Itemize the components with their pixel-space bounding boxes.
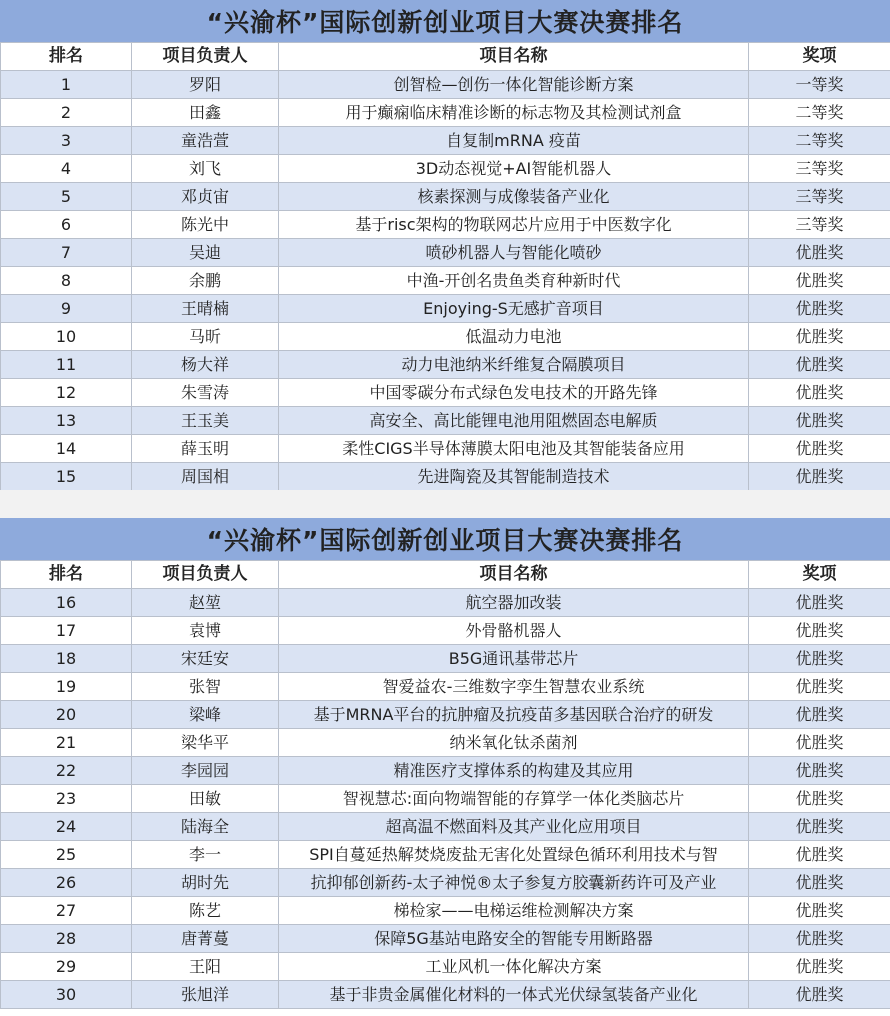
table-row — [1, 407, 890, 435]
cell-project: 智爱益农-三维数字孪生智慧农业系统 — [279, 673, 749, 701]
table-row — [1, 841, 890, 869]
cell-rank: 26 — [1, 869, 132, 897]
cell-leader: 张智 — [132, 673, 279, 701]
cell-project: 用于癫痫临床精准诊断的标志物及其检测试剂盒 — [279, 99, 749, 127]
cell-project: 工业风机一体化解决方案 — [279, 953, 749, 981]
ranking-table — [0, 560, 890, 1009]
cell-rank: 28 — [1, 925, 132, 953]
cell-rank: 4 — [1, 155, 132, 183]
cell-rank: 16 — [1, 589, 132, 617]
table-row — [1, 757, 890, 785]
cell-leader: 王晴楠 — [132, 295, 279, 323]
cell-leader: 杨大祥 — [132, 351, 279, 379]
cell-project: 纳米氧化钛杀菌剂 — [279, 729, 749, 757]
cell-rank: 9 — [1, 295, 132, 323]
header-leader: 项目负责人 — [132, 561, 279, 589]
cell-leader: 陈艺 — [132, 897, 279, 925]
cell-award: 优胜奖 — [749, 897, 890, 925]
table-row — [1, 379, 890, 407]
cell-rank: 14 — [1, 435, 132, 463]
table-row — [1, 351, 890, 379]
cell-award: 优胜奖 — [749, 869, 890, 897]
section-divider — [0, 490, 890, 518]
cell-award: 优胜奖 — [749, 673, 890, 701]
table-row — [1, 295, 890, 323]
cell-award: 二等奖 — [749, 127, 890, 155]
cell-award: 一等奖 — [749, 71, 890, 99]
header-rank: 排名 — [1, 43, 132, 71]
cell-project: 精准医疗支撑体系的构建及其应用 — [279, 757, 749, 785]
cell-rank: 1 — [1, 71, 132, 99]
table-row — [1, 239, 890, 267]
header-leader: 项目负责人 — [132, 43, 279, 71]
table-row — [1, 869, 890, 897]
cell-leader: 袁博 — [132, 617, 279, 645]
table-row — [1, 463, 890, 491]
cell-leader: 唐菁蔓 — [132, 925, 279, 953]
table-row — [1, 99, 890, 127]
cell-award: 优胜奖 — [749, 813, 890, 841]
table-row — [1, 323, 890, 351]
cell-rank: 19 — [1, 673, 132, 701]
cell-project: 核素探测与成像装备产业化 — [279, 183, 749, 211]
cell-rank: 24 — [1, 813, 132, 841]
cell-award: 三等奖 — [749, 211, 890, 239]
cell-award: 三等奖 — [749, 155, 890, 183]
cell-award: 优胜奖 — [749, 351, 890, 379]
cell-award: 优胜奖 — [749, 435, 890, 463]
cell-leader: 赵堃 — [132, 589, 279, 617]
cell-rank: 22 — [1, 757, 132, 785]
cell-award: 优胜奖 — [749, 785, 890, 813]
cell-leader: 刘飞 — [132, 155, 279, 183]
cell-award: 优胜奖 — [749, 379, 890, 407]
cell-project: 基于非贵金属催化材料的一体式光伏绿氢装备产业化 — [279, 981, 749, 1009]
table-row — [1, 435, 890, 463]
cell-award: 优胜奖 — [749, 953, 890, 981]
cell-award: 优胜奖 — [749, 617, 890, 645]
cell-project: 中国零碳分布式绿色发电技术的开路先锋 — [279, 379, 749, 407]
cell-project: 基于MRNA平台的抗肿瘤及抗疫苗多基因联合治疗的研发 — [279, 701, 749, 729]
cell-award: 优胜奖 — [749, 757, 890, 785]
cell-leader: 薛玉明 — [132, 435, 279, 463]
cell-rank: 6 — [1, 211, 132, 239]
cell-project: 基于risc架构的物联网芯片应用于中医数字化 — [279, 211, 749, 239]
table-row — [1, 897, 890, 925]
cell-leader: 张旭洋 — [132, 981, 279, 1009]
cell-project: SPI自蔓延热解焚烧废盐无害化处置绿色循环利用技术与智 — [279, 841, 749, 869]
cell-leader: 李园园 — [132, 757, 279, 785]
cell-award: 优胜奖 — [749, 729, 890, 757]
ranking-table — [0, 42, 890, 491]
cell-leader: 陆海全 — [132, 813, 279, 841]
cell-project: 柔性CIGS半导体薄膜太阳电池及其智能装备应用 — [279, 435, 749, 463]
cell-rank: 23 — [1, 785, 132, 813]
table-row — [1, 645, 890, 673]
cell-leader: 吴迪 — [132, 239, 279, 267]
cell-project: 外骨骼机器人 — [279, 617, 749, 645]
cell-project: 低温动力电池 — [279, 323, 749, 351]
cell-rank: 20 — [1, 701, 132, 729]
table-row — [1, 701, 890, 729]
header-row — [1, 43, 890, 71]
table-row — [1, 673, 890, 701]
header-row — [1, 561, 890, 589]
table-title: “兴渝杯”国际创新创业项目大赛决赛排名 — [0, 518, 890, 560]
cell-project: 智视慧芯:面向物端智能的存算学一体化类脑芯片 — [279, 785, 749, 813]
cell-leader: 陈光中 — [132, 211, 279, 239]
cell-rank: 2 — [1, 99, 132, 127]
cell-award: 优胜奖 — [749, 589, 890, 617]
cell-rank: 27 — [1, 897, 132, 925]
cell-leader: 马昕 — [132, 323, 279, 351]
cell-award: 优胜奖 — [749, 267, 890, 295]
table-body — [1, 589, 890, 1009]
cell-award: 优胜奖 — [749, 295, 890, 323]
table-body — [1, 71, 890, 491]
table-title: “兴渝杯”国际创新创业项目大赛决赛排名 — [0, 0, 890, 42]
cell-rank: 3 — [1, 127, 132, 155]
table-row — [1, 211, 890, 239]
table-row — [1, 813, 890, 841]
table-row — [1, 729, 890, 757]
cell-project: 高安全、高比能锂电池用阻燃固态电解质 — [279, 407, 749, 435]
ranking-table-1 — [0, 0, 890, 491]
cell-rank: 15 — [1, 463, 132, 491]
table-row — [1, 785, 890, 813]
cell-rank: 11 — [1, 351, 132, 379]
cell-award: 优胜奖 — [749, 925, 890, 953]
table-row — [1, 127, 890, 155]
header-rank: 排名 — [1, 561, 132, 589]
cell-award: 优胜奖 — [749, 239, 890, 267]
cell-award: 优胜奖 — [749, 645, 890, 673]
cell-project: 先进陶瓷及其智能制造技术 — [279, 463, 749, 491]
cell-leader: 朱雪涛 — [132, 379, 279, 407]
header-project: 项目名称 — [279, 43, 749, 71]
cell-rank: 13 — [1, 407, 132, 435]
table-row — [1, 267, 890, 295]
cell-rank: 12 — [1, 379, 132, 407]
cell-award: 优胜奖 — [749, 463, 890, 491]
table-row — [1, 589, 890, 617]
cell-award: 二等奖 — [749, 99, 890, 127]
header-award: 奖项 — [749, 43, 890, 71]
cell-leader: 李一 — [132, 841, 279, 869]
cell-rank: 18 — [1, 645, 132, 673]
cell-leader: 田敏 — [132, 785, 279, 813]
cell-leader: 童浩萱 — [132, 127, 279, 155]
cell-leader: 周国相 — [132, 463, 279, 491]
cell-rank: 5 — [1, 183, 132, 211]
cell-project: 自复制mRNA 疫苗 — [279, 127, 749, 155]
cell-leader: 田鑫 — [132, 99, 279, 127]
cell-rank: 21 — [1, 729, 132, 757]
cell-project: 3D动态视觉+AI智能机器人 — [279, 155, 749, 183]
cell-project: 抗抑郁创新药-太子神悦®太子参复方胶囊新药许可及产业 — [279, 869, 749, 897]
table-row — [1, 71, 890, 99]
cell-leader: 王阳 — [132, 953, 279, 981]
cell-leader: 邓贞宙 — [132, 183, 279, 211]
cell-leader: 王玉美 — [132, 407, 279, 435]
cell-rank: 7 — [1, 239, 132, 267]
cell-leader: 梁华平 — [132, 729, 279, 757]
cell-rank: 25 — [1, 841, 132, 869]
cell-project: Enjoying-S无感扩音项目 — [279, 295, 749, 323]
cell-leader: 罗阳 — [132, 71, 279, 99]
cell-award: 三等奖 — [749, 183, 890, 211]
header-project: 项目名称 — [279, 561, 749, 589]
cell-project: 创智检—创伤一体化智能诊断方案 — [279, 71, 749, 99]
cell-rank: 10 — [1, 323, 132, 351]
cell-award: 优胜奖 — [749, 323, 890, 351]
cell-project: 喷砂机器人与智能化喷砂 — [279, 239, 749, 267]
cell-project: 超高温不燃面料及其产业化应用项目 — [279, 813, 749, 841]
cell-project: 动力电池纳米纤维复合隔膜项目 — [279, 351, 749, 379]
cell-award: 优胜奖 — [749, 981, 890, 1009]
cell-project: 航空器加改装 — [279, 589, 749, 617]
table-row — [1, 183, 890, 211]
cell-leader: 梁峰 — [132, 701, 279, 729]
cell-project: 保障5G基站电路安全的智能专用断路器 — [279, 925, 749, 953]
cell-project: B5G通讯基带芯片 — [279, 645, 749, 673]
cell-rank: 8 — [1, 267, 132, 295]
table-row — [1, 155, 890, 183]
cell-award: 优胜奖 — [749, 701, 890, 729]
table-row — [1, 925, 890, 953]
cell-project: 中渔-开创名贵鱼类育种新时代 — [279, 267, 749, 295]
cell-leader: 余鹏 — [132, 267, 279, 295]
cell-rank: 17 — [1, 617, 132, 645]
table-row — [1, 981, 890, 1009]
table-row — [1, 617, 890, 645]
cell-rank: 30 — [1, 981, 132, 1009]
cell-award: 优胜奖 — [749, 841, 890, 869]
cell-award: 优胜奖 — [749, 407, 890, 435]
cell-rank: 29 — [1, 953, 132, 981]
cell-leader: 胡时先 — [132, 869, 279, 897]
cell-leader: 宋廷安 — [132, 645, 279, 673]
table-row — [1, 953, 890, 981]
ranking-table-2 — [0, 518, 890, 1009]
cell-project: 梯检家——电梯运维检测解决方案 — [279, 897, 749, 925]
header-award: 奖项 — [749, 561, 890, 589]
